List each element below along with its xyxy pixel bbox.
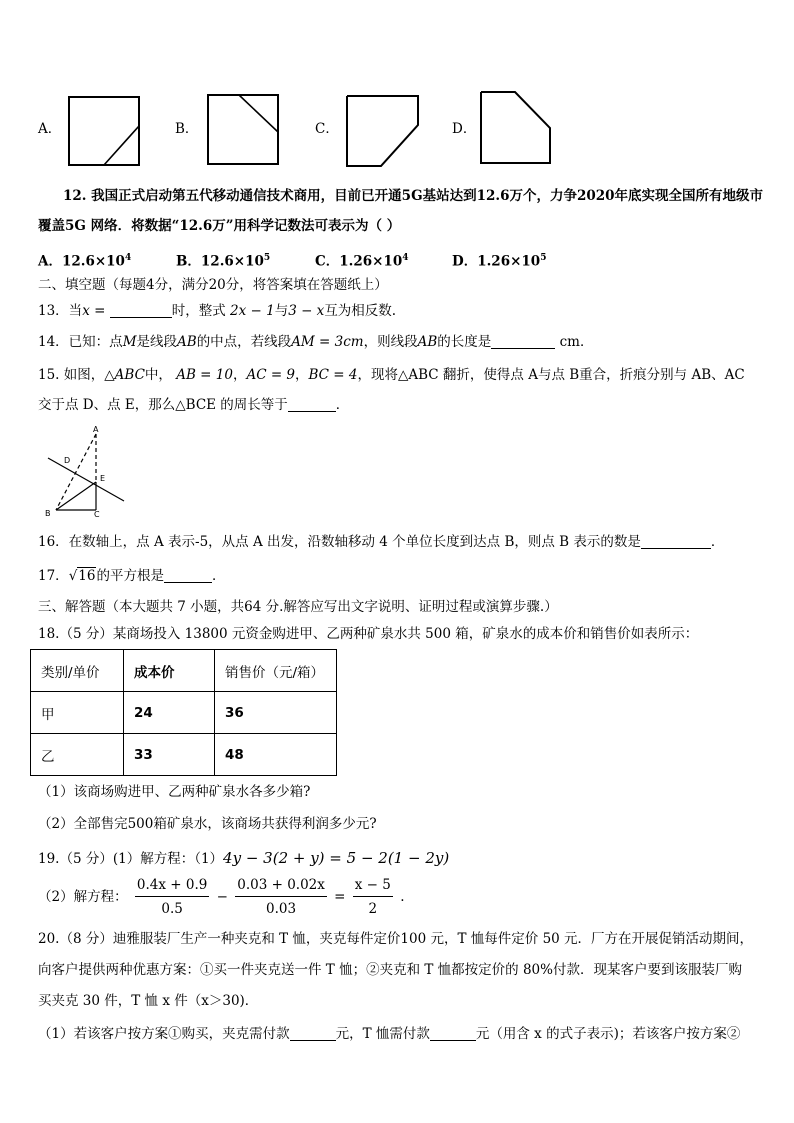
figure-option-c bbox=[346, 95, 420, 167]
q20-sub1: （1）若该客户按方案①购买，夹克需付款 元，T 恤需付款 元（用含 x 的式子表示)；若该客户按方案② bbox=[38, 1026, 741, 1042]
q18-sub1: （1）该商场购进甲、乙两种矿泉水各多少箱? bbox=[38, 784, 311, 800]
q18-sub2: （2）全部售完500箱矿泉水，该商场共获得利润多少元? bbox=[38, 816, 377, 832]
label-e: E bbox=[100, 474, 106, 483]
table-row bbox=[31, 734, 337, 776]
figure-option-b bbox=[207, 94, 279, 165]
figure-option-a bbox=[68, 96, 140, 166]
q16: 16．在数轴上，点 A 表示-5，从点 A 出发，沿数轴移动 4 个单位长度到达点 B，则点 B 表示的数是 ． bbox=[38, 534, 725, 550]
q12-line1: 12. 我国正式启动第五代移动通信技术商用，目前已开通5G基站达到12.6万个，力争2020年底实现全国所有地级市 bbox=[63, 188, 764, 204]
q13: 13．当x = 时，整式 2x − 1与3 − x互为相反数. bbox=[38, 303, 397, 319]
table-header: 销售价（元/箱） bbox=[215, 650, 337, 692]
table-cell: 24 bbox=[124, 692, 215, 734]
q12-option-c: C．$1.26\times 10^4$ bbox=[315, 253, 409, 270]
q20-blank-2[interactable] bbox=[430, 1026, 476, 1041]
q15-line2: 交于点 D、点 E，那么△BCE 的周长等于 ． bbox=[38, 397, 350, 413]
table-header: 类别/单价 bbox=[31, 650, 124, 692]
table-cell: 36 bbox=[215, 692, 337, 734]
table-cell: 33 bbox=[124, 734, 215, 776]
q12-option-b: B．$12.6\times 10^5$ bbox=[176, 253, 271, 270]
q19-line1: 19.（5 分）(1）解方程：（1）4y − 3(2 + y) = 5 − 2(1 − 2y) bbox=[38, 849, 450, 867]
label-a: A bbox=[93, 425, 99, 434]
option-c-label: C． bbox=[315, 121, 339, 137]
figure-option-d bbox=[480, 91, 556, 165]
q17: 17．√16的平方根是 ． bbox=[38, 568, 226, 584]
table-cell: 48 bbox=[215, 734, 337, 776]
q20-line3: 买夹克 30 件，T 恤 x 件（x＞30)． bbox=[38, 993, 259, 1009]
q14-answer-blank[interactable] bbox=[491, 334, 555, 349]
q20-line1: 20.（8 分）迪雅服装厂生产一种夹克和 T 恤，夹克每件定价100 元，T 恤每件定价 50 元．厂方在开展促销活动期间， bbox=[38, 931, 754, 947]
table-header-row bbox=[31, 650, 337, 692]
q18-stem: 18.（5 分）某商场投入 13800 元资金购进甲、乙两种矿泉水共 500 箱，矿泉水的成本价和销售价如表所示： bbox=[38, 626, 699, 642]
table-header: 成本价 bbox=[124, 650, 215, 692]
table-row bbox=[31, 692, 337, 734]
q17-answer-blank[interactable] bbox=[164, 568, 212, 583]
option-a-label: A． bbox=[38, 121, 62, 137]
q15-answer-blank[interactable] bbox=[288, 397, 336, 412]
option-b-label: B． bbox=[175, 121, 199, 137]
fraction-2: $\frac{0.03 + 0.02x}{0.03}$ bbox=[237, 877, 325, 917]
q15-triangle-figure bbox=[40, 424, 130, 518]
table-cell: 乙 bbox=[31, 734, 124, 776]
q18-price-table bbox=[30, 649, 337, 776]
q12-option-d: D．$1.26\times 10^5$ bbox=[452, 253, 547, 270]
fraction-3: $\frac{x - 5}{2}$ bbox=[354, 877, 391, 917]
q19-line2: （2）解方程： $\frac{0.4x + 0.9}{0.5}$ − $\frac{0.03 + 0.02x}{0.03}$ = $\frac{x - 5}{2}$ . bbox=[38, 877, 405, 917]
q14: 14．已知：点M是线段AB的中点，若线段AM = 3cm，则线段AB的长度是 cm． bbox=[38, 334, 594, 350]
section3-heading: 三、解答题（本大题共 7 小题，共64 分.解答应写出文字说明、证明过程或演算步骤.） bbox=[38, 599, 558, 615]
label-d: D bbox=[64, 456, 71, 465]
q13-answer-blank[interactable] bbox=[110, 303, 172, 318]
q20-blank-1[interactable] bbox=[290, 1026, 336, 1041]
q12-option-a: A．$12.6\times 10^4$ bbox=[38, 253, 132, 270]
q16-answer-blank[interactable] bbox=[641, 534, 711, 549]
table-cell: 甲 bbox=[31, 692, 124, 734]
option-d-label: D． bbox=[452, 121, 477, 137]
section2-heading: 二、填空题（每题4分，满分20分，将答案填在答题纸上） bbox=[38, 277, 388, 293]
q20-line2: 向客户提供两种优惠方案：①买一件夹克送一件 T 恤；②夹克和 T 恤都按定价的 80%付款．现某客户要到该服装厂购 bbox=[38, 962, 742, 978]
q15-line1: 15. 如图，△ABC中， AB = 10，AC = 9，BC = 4，现将△ABC 翻折，使得点 A与点 B重合，折痕分别与 AB、AC bbox=[38, 367, 745, 383]
fraction-1: $\frac{0.4x + 0.9}{0.5}$ bbox=[136, 877, 208, 917]
q12-line2: 覆盖5G 网络．将数据“12.6万”用科学记数法可表示为（ ） bbox=[38, 218, 401, 234]
label-c: C bbox=[94, 510, 100, 518]
label-b: B bbox=[45, 509, 51, 518]
